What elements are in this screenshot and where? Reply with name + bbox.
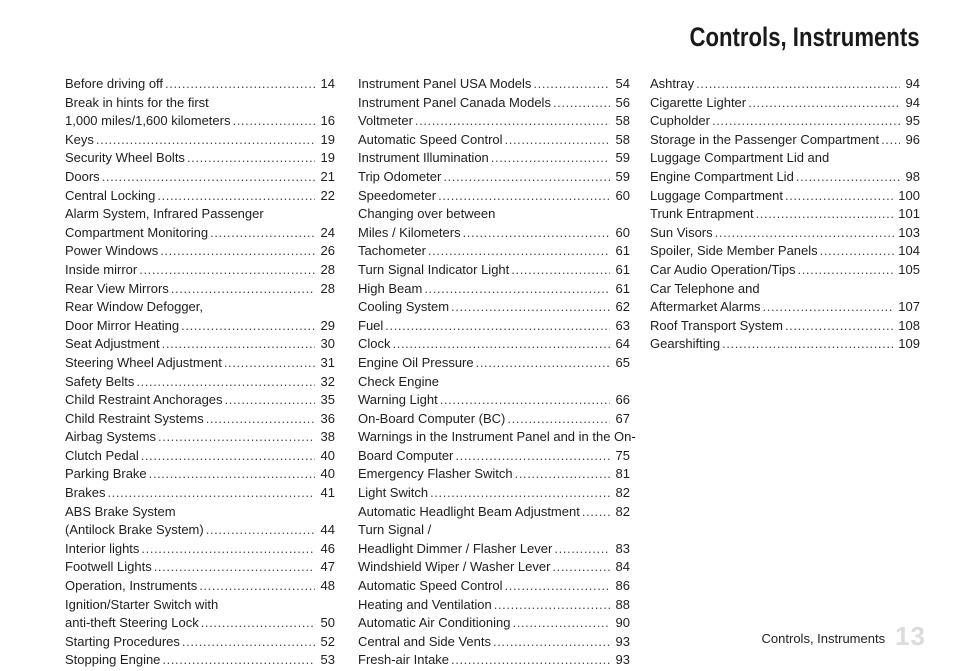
toc-entry[interactable]: [65, 651, 335, 670]
toc-entry-title: Warnings in the Instrument Panel and in the On-: [358, 429, 636, 445]
toc-entry-page: 98: [905, 168, 920, 184]
toc-entry-title: Turn Signal Indicator Light: [358, 261, 510, 277]
toc-entry-title: Footwell Lights: [65, 559, 152, 575]
toc-entry[interactable]: [358, 168, 630, 187]
dot-leader: [505, 577, 610, 596]
toc-entry[interactable]: [358, 298, 630, 317]
toc-entry-page: 94: [905, 76, 920, 91]
toc-entry-title: Seat Adjustment: [65, 336, 160, 352]
dot-leader: [748, 94, 900, 113]
dot-leader: [756, 205, 895, 224]
dot-leader: [225, 391, 315, 410]
toc-entry-page: 40: [320, 466, 335, 482]
dot-leader: [763, 298, 895, 317]
toc-entry-page: 108: [898, 317, 920, 333]
toc-entry-page: 62: [615, 299, 630, 315]
toc-entry-title: Gearshifting: [650, 336, 721, 352]
toc-entry-title: Changing over between: [358, 206, 496, 222]
toc-entry-title: Parking Brake: [65, 466, 147, 482]
toc-entry-title: Aftermarket Alarms: [650, 299, 761, 315]
toc-entry-page: 26: [320, 243, 335, 259]
dot-leader: [715, 224, 895, 243]
toc-entry[interactable]: [358, 205, 630, 242]
toc-entry-title: Clock: [358, 336, 391, 352]
dot-leader: [206, 410, 315, 429]
dot-leader: [554, 540, 610, 559]
toc-entry[interactable]: [65, 354, 335, 373]
toc-entry-title: Miles / Kilometers: [358, 224, 461, 240]
toc-entry-page: 32: [320, 373, 335, 389]
dot-leader: [210, 224, 315, 243]
toc-entry-title: Automatic Speed Control: [358, 578, 503, 594]
toc-entry-page: 41: [320, 485, 335, 501]
toc-entry[interactable]: [358, 354, 630, 373]
toc-entry-page: 66: [615, 392, 630, 408]
dot-leader: [722, 335, 894, 354]
toc-entry[interactable]: [358, 633, 630, 652]
toc-entry-title: Instrument Panel USA Models: [358, 76, 532, 91]
dot-leader: [463, 224, 610, 243]
dot-leader: [224, 354, 315, 373]
toc-entry-title: Cooling System: [358, 299, 450, 315]
dot-leader: [141, 540, 315, 559]
toc-entry-title: Engine Compartment Lid: [650, 168, 794, 184]
toc-entry-title: Fuel: [358, 317, 384, 333]
toc-entry[interactable]: [358, 521, 630, 558]
dot-leader: [438, 187, 610, 206]
toc-entry-title: Interior lights: [65, 540, 140, 556]
toc-entry[interactable]: [358, 651, 630, 670]
dot-leader: [451, 298, 610, 317]
toc-entry-title: Clutch Pedal: [65, 447, 139, 463]
toc-entry[interactable]: [650, 242, 920, 261]
toc-entry[interactable]: [358, 373, 630, 410]
toc-entry-title: Compartment Monitoring: [65, 224, 209, 240]
toc-entry[interactable]: [65, 428, 335, 447]
dot-leader: [424, 280, 610, 299]
toc-entry[interactable]: [650, 205, 920, 224]
dot-leader: [162, 651, 315, 670]
toc-entry-title: Child Restraint Systems: [65, 410, 204, 426]
toc-entry[interactable]: [65, 75, 335, 94]
toc-entry-title: Board Computer: [358, 447, 454, 463]
dot-leader: [491, 149, 610, 168]
toc-entry-page: 96: [905, 131, 920, 147]
toc-entry-title: Car Audio Operation/Tips: [650, 261, 796, 277]
toc-entry-title: Luggage Compartment: [650, 187, 783, 203]
toc-entry[interactable]: [65, 242, 335, 261]
toc-entry[interactable]: [358, 94, 630, 113]
dot-leader: [493, 633, 610, 652]
toc-entry-page: 35: [320, 392, 335, 408]
toc-entry-title: 1,000 miles/1,600 kilometers: [65, 113, 231, 129]
toc-entry-page: 83: [615, 540, 630, 556]
toc-entry[interactable]: [65, 540, 335, 559]
toc-entry-page: 101: [898, 206, 920, 222]
toc-entry-page: 16: [320, 113, 335, 129]
toc-entry-page: 46: [320, 540, 335, 556]
toc-entry[interactable]: [65, 465, 335, 484]
toc-entry-page: 103: [898, 224, 920, 240]
toc-entry-title: Cigarette Lighter: [650, 94, 747, 110]
toc-entry-page: 14: [320, 76, 335, 91]
toc-entry-title: Central Locking: [65, 187, 156, 203]
toc-entry-page: 31: [320, 354, 335, 370]
toc-entry[interactable]: [65, 261, 335, 280]
toc-entry[interactable]: [65, 149, 335, 168]
toc-entry-title: Emergency Flasher Switch: [358, 466, 513, 482]
dot-leader: [785, 187, 894, 206]
toc-entry-title: Doors: [65, 168, 100, 184]
dot-leader: [199, 577, 315, 596]
toc-entry-title: Trunk Entrapment: [650, 206, 754, 222]
toc-entry-title: Airbag Systems: [65, 429, 157, 445]
toc-entry-title: Automatic Headlight Beam Adjustment: [358, 503, 580, 519]
toc-entry[interactable]: [650, 75, 920, 94]
toc-column-2: [358, 75, 636, 670]
toc-entry-page: 19: [320, 131, 335, 147]
dot-leader: [430, 484, 610, 503]
toc-entry-title: Operation, Instruments: [65, 578, 198, 594]
toc-entry-page: 75: [615, 447, 630, 463]
toc-entry-title: Turn Signal /: [358, 522, 432, 538]
toc-entry[interactable]: [358, 280, 630, 299]
toc-entry-page: 19: [320, 150, 335, 166]
dot-leader: [512, 614, 610, 633]
toc-entry-page: 24: [320, 224, 335, 240]
toc-entry[interactable]: [65, 280, 335, 299]
dot-leader: [182, 633, 315, 652]
toc-entry-page: 54: [615, 76, 630, 91]
dot-leader: [107, 484, 315, 503]
toc-entry[interactable]: [65, 577, 335, 596]
toc-entry[interactable]: [65, 558, 335, 577]
toc-entry-page: 82: [615, 503, 630, 519]
toc-entry-title: Before driving off: [65, 76, 164, 91]
toc-entry-page: 53: [320, 652, 335, 668]
toc-entry-page: 90: [615, 615, 630, 631]
toc-entry[interactable]: [358, 596, 630, 615]
toc-entry-title: Central and Side Vents: [358, 633, 491, 649]
toc-entry-page: 84: [615, 559, 630, 575]
toc-entry-title: Fresh-air Intake: [358, 652, 450, 668]
toc-entry-title: Inside mirror: [65, 261, 138, 277]
toc-entry[interactable]: [650, 280, 920, 317]
toc-entry-page: 104: [898, 243, 920, 259]
toc-entry-page: 93: [615, 633, 630, 649]
toc-entry[interactable]: [650, 94, 920, 113]
toc-entry-page: 48: [320, 578, 335, 594]
toc-entry[interactable]: [65, 391, 335, 410]
toc-entry[interactable]: [65, 168, 335, 187]
toc-entry[interactable]: [358, 149, 630, 168]
toc-entry-title: Instrument Panel Canada Models: [358, 94, 551, 110]
page-title: Controls, Instruments: [689, 22, 920, 52]
toc-entry-title: Spoiler, Side Member Panels: [650, 243, 818, 259]
dot-leader: [507, 410, 610, 429]
toc-entry-title: Steering Wheel Adjustment: [65, 354, 222, 370]
toc-entry-title: Ashtray: [650, 76, 695, 91]
page-footer: [762, 623, 926, 649]
toc-entry-page: 82: [615, 485, 630, 501]
toc-entry-page: 88: [615, 596, 630, 612]
toc-entry[interactable]: [650, 261, 920, 280]
toc-entry-page: 60: [615, 187, 630, 203]
dot-leader: [393, 335, 610, 354]
toc-entry-page: 50: [320, 615, 335, 631]
toc-entry-page: 28: [320, 280, 335, 296]
toc-entry-title: Sun Visors: [650, 224, 713, 240]
toc-entry-page: 60: [615, 224, 630, 240]
toc-entry-page: 29: [320, 317, 335, 333]
dot-leader: [494, 596, 610, 615]
dot-leader: [553, 94, 610, 113]
dot-leader: [157, 187, 315, 206]
toc-entry-title: ABS Brake System: [65, 503, 176, 519]
toc-entry-page: 47: [320, 559, 335, 575]
dot-leader: [582, 503, 610, 522]
toc-entry-page: 63: [615, 317, 630, 333]
dot-leader: [139, 261, 315, 280]
toc-entry-page: 93: [615, 652, 630, 668]
dot-leader: [476, 354, 610, 373]
toc-entry-title: High Beam: [358, 280, 423, 296]
dot-leader: [820, 242, 895, 261]
toc-entry-title: Rear View Mirrors: [65, 280, 169, 296]
toc-entry[interactable]: [358, 187, 630, 206]
dot-leader: [385, 317, 610, 336]
toc-entry-page: 44: [320, 522, 335, 538]
toc-column-3: [650, 75, 920, 354]
toc-entry-page: 105: [898, 261, 920, 277]
toc-entry-page: 95: [905, 113, 920, 129]
dot-leader: [796, 168, 900, 187]
toc-entry-title: Stopping Engine: [65, 652, 161, 668]
dot-leader: [533, 75, 610, 94]
toc-entry[interactable]: [65, 410, 335, 429]
toc-entry-page: 86: [615, 578, 630, 594]
toc-entry-title: (Antilock Brake System): [65, 522, 204, 538]
toc-entry[interactable]: [65, 373, 335, 392]
toc-entry-title: Headlight Dimmer / Flasher Lever: [358, 540, 553, 556]
dot-leader: [160, 242, 315, 261]
toc-entry-title: Automatic Speed Control: [358, 131, 503, 147]
toc-entry[interactable]: [358, 577, 630, 596]
toc-entry-title: Windshield Wiper / Washer Lever: [358, 559, 551, 575]
page-number: 13: [895, 621, 926, 651]
toc-entry-title: Tachometer: [358, 243, 426, 259]
toc-entry-page: 59: [615, 150, 630, 166]
toc-entry[interactable]: [650, 187, 920, 206]
toc-entry-page: 58: [615, 131, 630, 147]
toc-entry-title: Security Wheel Bolts: [65, 150, 185, 166]
dot-leader: [158, 428, 315, 447]
toc-entry-title: Alarm System, Infrared Passenger: [65, 206, 264, 222]
dot-leader: [187, 149, 315, 168]
toc-entry-page: 94: [905, 94, 920, 110]
toc-entry[interactable]: [65, 131, 335, 150]
toc-entry-page: 22: [320, 187, 335, 203]
dot-leader: [428, 242, 610, 261]
dot-leader: [154, 558, 315, 577]
dot-leader: [149, 465, 315, 484]
toc-entry-title: Roof Transport System: [650, 317, 783, 333]
dot-leader: [165, 75, 315, 94]
toc-entry[interactable]: [358, 428, 636, 465]
toc-entry-title: anti-theft Steering Lock: [65, 615, 199, 631]
toc-entry-title: Engine Oil Pressure: [358, 354, 474, 370]
dot-leader: [797, 261, 894, 280]
toc-entry-title: On-Board Computer (BC): [358, 410, 506, 426]
toc-entry-page: 21: [320, 168, 335, 184]
footer-section-label: Controls, Instruments: [761, 631, 886, 646]
toc-entry-title: Heating and Ventilation: [358, 596, 492, 612]
dot-leader: [455, 447, 610, 466]
toc-entry-title: Door Mirror Heating: [65, 317, 180, 333]
toc-entry-page: 109: [898, 336, 920, 352]
toc-entry[interactable]: [358, 261, 630, 280]
toc-entry-title: Safety Belts: [65, 373, 135, 389]
toc-entry-title: Ignition/Starter Switch with: [65, 596, 219, 612]
toc-entry-title: Child Restraint Anchorages: [65, 392, 223, 408]
dot-leader: [881, 131, 900, 150]
toc-entry-title: Cupholder: [650, 113, 710, 129]
dot-leader: [511, 261, 610, 280]
dot-leader: [232, 112, 315, 131]
dot-leader: [136, 373, 315, 392]
dot-leader: [206, 521, 315, 540]
toc-entry-title: Rear Window Defogger,: [65, 299, 204, 315]
toc-column-1: [65, 75, 335, 670]
toc-entry-title: Warning Light: [358, 392, 438, 408]
toc-entry-page: 59: [615, 168, 630, 184]
toc-entry[interactable]: [358, 242, 630, 261]
toc-entry-page: 61: [615, 280, 630, 296]
toc-entry-title: Car Telephone and: [650, 280, 760, 296]
toc-entry-page: 100: [898, 187, 920, 203]
toc-entry-page: 107: [898, 299, 920, 315]
toc-entry-page: 28: [320, 261, 335, 277]
toc-entry-page: 61: [615, 261, 630, 277]
toc-entry[interactable]: [650, 149, 920, 186]
toc-entry-page: 64: [615, 336, 630, 352]
toc-entry[interactable]: [358, 484, 630, 503]
dot-leader: [696, 75, 900, 94]
toc-entry-page: 61: [615, 243, 630, 259]
toc-entry[interactable]: [65, 484, 335, 503]
toc-entry-title: Check Engine: [358, 373, 439, 389]
toc-entry-title: Light Switch: [358, 485, 429, 501]
toc-entry-title: Break in hints for the first: [65, 94, 209, 110]
dot-leader: [102, 168, 315, 187]
toc-entry[interactable]: [358, 75, 630, 94]
dot-leader: [552, 558, 610, 577]
dot-leader: [451, 651, 610, 670]
toc-entry[interactable]: [358, 503, 630, 522]
toc-entry-title: Keys: [65, 131, 94, 147]
dot-leader: [505, 131, 610, 150]
dot-leader: [181, 317, 315, 336]
toc-entry[interactable]: [358, 335, 630, 354]
toc-entry[interactable]: [650, 335, 920, 354]
toc-entry[interactable]: [65, 205, 335, 242]
toc-entry[interactable]: [358, 317, 630, 336]
dot-leader: [96, 131, 315, 150]
toc-entry[interactable]: [65, 94, 335, 131]
toc-entry-page: 38: [320, 429, 335, 445]
dot-leader: [162, 335, 315, 354]
toc-entry-page: 56: [615, 94, 630, 110]
toc-entry-title: Trip Odometer: [358, 168, 442, 184]
dot-leader: [201, 614, 315, 633]
dot-leader: [171, 280, 315, 299]
toc-entry-title: Voltmeter: [358, 113, 413, 129]
toc-entry[interactable]: [650, 112, 920, 131]
toc-entry-title: Power Windows: [65, 243, 159, 259]
toc-entry-page: 40: [320, 447, 335, 463]
toc-entry-page: 30: [320, 336, 335, 352]
toc-entry-page: 36: [320, 410, 335, 426]
toc-entry[interactable]: [65, 503, 335, 540]
toc-entry[interactable]: [65, 596, 335, 633]
toc-entry-title: Starting Procedures: [65, 633, 180, 649]
toc-entry[interactable]: [65, 187, 335, 206]
toc-entry-page: 81: [615, 466, 630, 482]
toc-entry-title: Speedometer: [358, 187, 437, 203]
toc-entry[interactable]: [65, 447, 335, 466]
toc-entry[interactable]: [358, 112, 630, 131]
toc-entry-title: Automatic Air Conditioning: [358, 615, 511, 631]
toc-entry-title: Luggage Compartment Lid and: [650, 150, 830, 166]
toc-entry[interactable]: [65, 298, 335, 335]
toc-entry[interactable]: [650, 131, 920, 150]
toc-entry[interactable]: [358, 465, 630, 484]
toc-entry[interactable]: [650, 224, 920, 243]
toc-entry[interactable]: [358, 131, 630, 150]
dot-leader: [141, 447, 315, 466]
dot-leader: [785, 317, 894, 336]
toc-entry-title: Brakes: [65, 485, 106, 501]
dot-leader: [443, 168, 610, 187]
toc-entry-page: 67: [615, 410, 630, 426]
toc-entry[interactable]: [358, 410, 630, 429]
toc-entry[interactable]: [358, 558, 630, 577]
toc-entry-title: Storage in the Passenger Compartment: [650, 131, 880, 147]
dot-leader: [515, 465, 610, 484]
toc-entry[interactable]: [65, 335, 335, 354]
toc-entry[interactable]: [358, 614, 630, 633]
toc-entry-page: 58: [615, 113, 630, 129]
toc-entry-title: Instrument Illumination: [358, 150, 489, 166]
dot-leader: [440, 391, 610, 410]
toc-entry-page: 52: [320, 633, 335, 649]
dot-leader: [415, 112, 610, 131]
toc-entry[interactable]: [65, 633, 335, 652]
toc-entry[interactable]: [650, 317, 920, 336]
dot-leader: [712, 112, 900, 131]
toc-entry-page: 65: [615, 354, 630, 370]
